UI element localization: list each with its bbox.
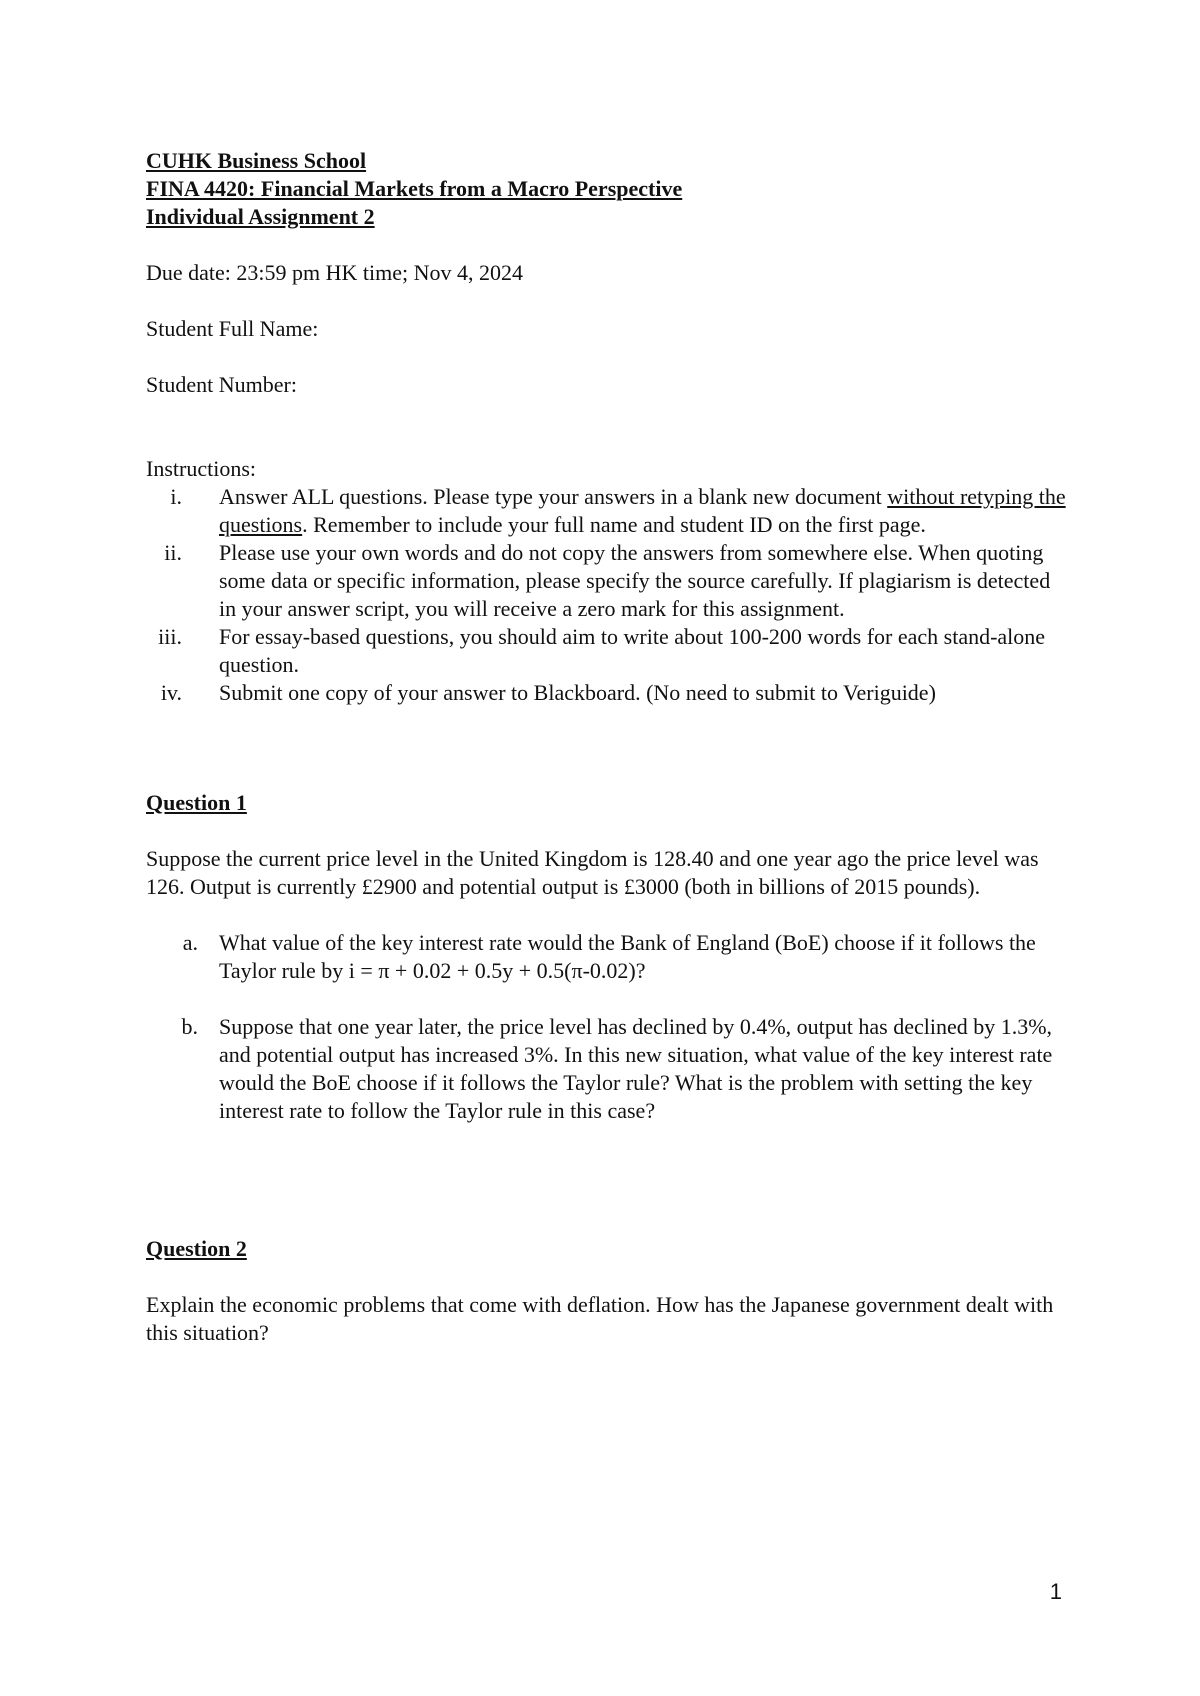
- instruction-text-after: . Remember to include your full name and student ID on the first page.: [302, 512, 926, 537]
- question-1-parts: [146, 929, 1066, 1125]
- instruction-underlined-text: without retyping the questions: [219, 484, 1066, 537]
- due-date: Due date: 23:59 pm HK time; Nov 4, 2024: [146, 260, 524, 285]
- page-number: 1: [1049, 1579, 1062, 1604]
- instruction-item: [146, 679, 1066, 707]
- question-part: [146, 929, 1066, 985]
- instruction-item: [146, 483, 1066, 539]
- list-marker: i.: [170, 484, 182, 509]
- assignment-title: Individual Assignment 2: [146, 204, 375, 229]
- question-part-text: What value of the key interest rate would the Bank of England (BoE) choose if it follows the Taylor rule by i = π + 0.02 + 0.5y + 0.5(π-0.02)?: [219, 930, 1036, 983]
- document-content: [146, 147, 1066, 1347]
- instruction-text: For essay-based questions, you should aim to write about 100-200 words for each stand-alone question.: [219, 624, 1046, 677]
- question-1-title: Question 1: [146, 790, 247, 815]
- instruction-text: Submit one copy of your answer to Blackboard. (No need to submit to Veriguide): [219, 680, 936, 705]
- question-part: [146, 1013, 1066, 1125]
- list-marker: a.: [182, 930, 198, 955]
- instructions-title: Instructions:: [146, 456, 256, 481]
- student-name-label: Student Full Name:: [146, 316, 319, 341]
- question-2-title: Question 2: [146, 1236, 247, 1261]
- list-marker: ii.: [164, 540, 182, 565]
- instruction-item: [146, 539, 1066, 623]
- student-number-label: Student Number:: [146, 372, 297, 397]
- course-title: FINA 4420: Financial Markets from a Macro Perspective: [146, 176, 683, 201]
- question-2-text: Explain the economic problems that come with deflation. How has the Japanese government dealt with this situation?: [146, 1292, 1054, 1345]
- list-marker: iv.: [160, 680, 182, 705]
- instruction-text: Answer ALL questions. Please type your answers in a blank new document: [219, 484, 888, 509]
- instruction-text: Please use your own words and do not copy the answers from somewhere else. When quoting some data or specific information, please specify the source carefully. If plagiarism is detected in your answer script, you will receive a zero mark for this assignment.: [219, 540, 1051, 621]
- instructions-list: [146, 483, 1066, 707]
- question-part-text: Suppose that one year later, the price level has declined by 0.4%, output has declined by 1.3%, and potential output has increased 3%. In this new situation, what value of the key interest rate would the BoE choose if it follows the Taylor rule? What is the problem with setting the key interest rate to follow the Taylor rule in this case?: [219, 1014, 1053, 1123]
- instruction-item: [146, 623, 1066, 679]
- list-marker: b.: [181, 1014, 198, 1039]
- question-1-intro: Suppose the current price level in the United Kingdom is 128.40 and one year ago the price level was 126. Output is currently £2900 and potential output is £3000 (both in billions of 2015 pounds).: [146, 846, 1039, 899]
- school-name: CUHK Business School: [146, 148, 367, 173]
- list-marker: iii.: [158, 624, 182, 649]
